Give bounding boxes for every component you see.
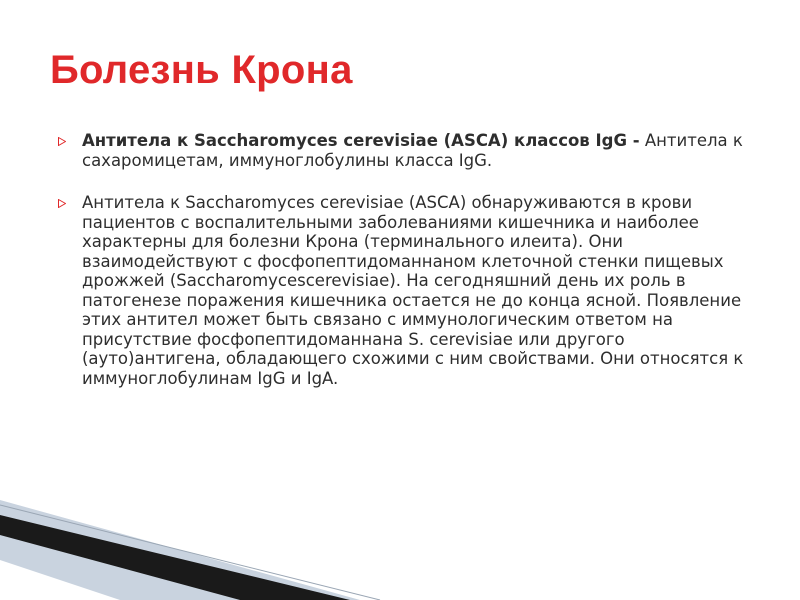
bullet-bold-heading: Антитела к Saccharomyces cerevisiae (ASCA) классов IgG -: [82, 131, 640, 150]
bullet-text: Антитела к сахаромицетам, иммуноглобулины класса IgG.: [82, 131, 743, 170]
bullet-item-asca-igg: [58, 131, 758, 170]
slide-title: Болезнь Крона: [50, 48, 353, 92]
bullet-text: Антитела к Saccharomyces cerevisiae (ASCA) обнаруживаются в крови пациентов с воспалительными заболеваниями кишечника и наиболее характерны для болезни Крона (терминального илеита). Они взаимодействуют с фосфопептидоманнаном клеточной стенки пищевых дрожжей (Saccharomycescerevisiae). На сегодняшний день их роль в патогенезе поражения кишечника остается не до конца ясной. Появление этих антител может быть связано с иммунологическим ответом на присутствие фосфопептидоманнана S. cerevisiae или другого (ауто)антигена, обладающего схожими с ним свойствами. Они относятся к иммуноглобулинам IgG и IgA.: [82, 193, 744, 388]
bullet-list: [58, 131, 758, 388]
bullet-item-asca-description: [58, 193, 758, 388]
triangle-bullet-icon: [58, 199, 66, 208]
swoosh-light-band: [0, 500, 360, 600]
swoosh-dark-band: [0, 515, 350, 600]
triangle-bullet-icon: [58, 137, 66, 146]
swoosh-thin-line: [0, 505, 380, 600]
